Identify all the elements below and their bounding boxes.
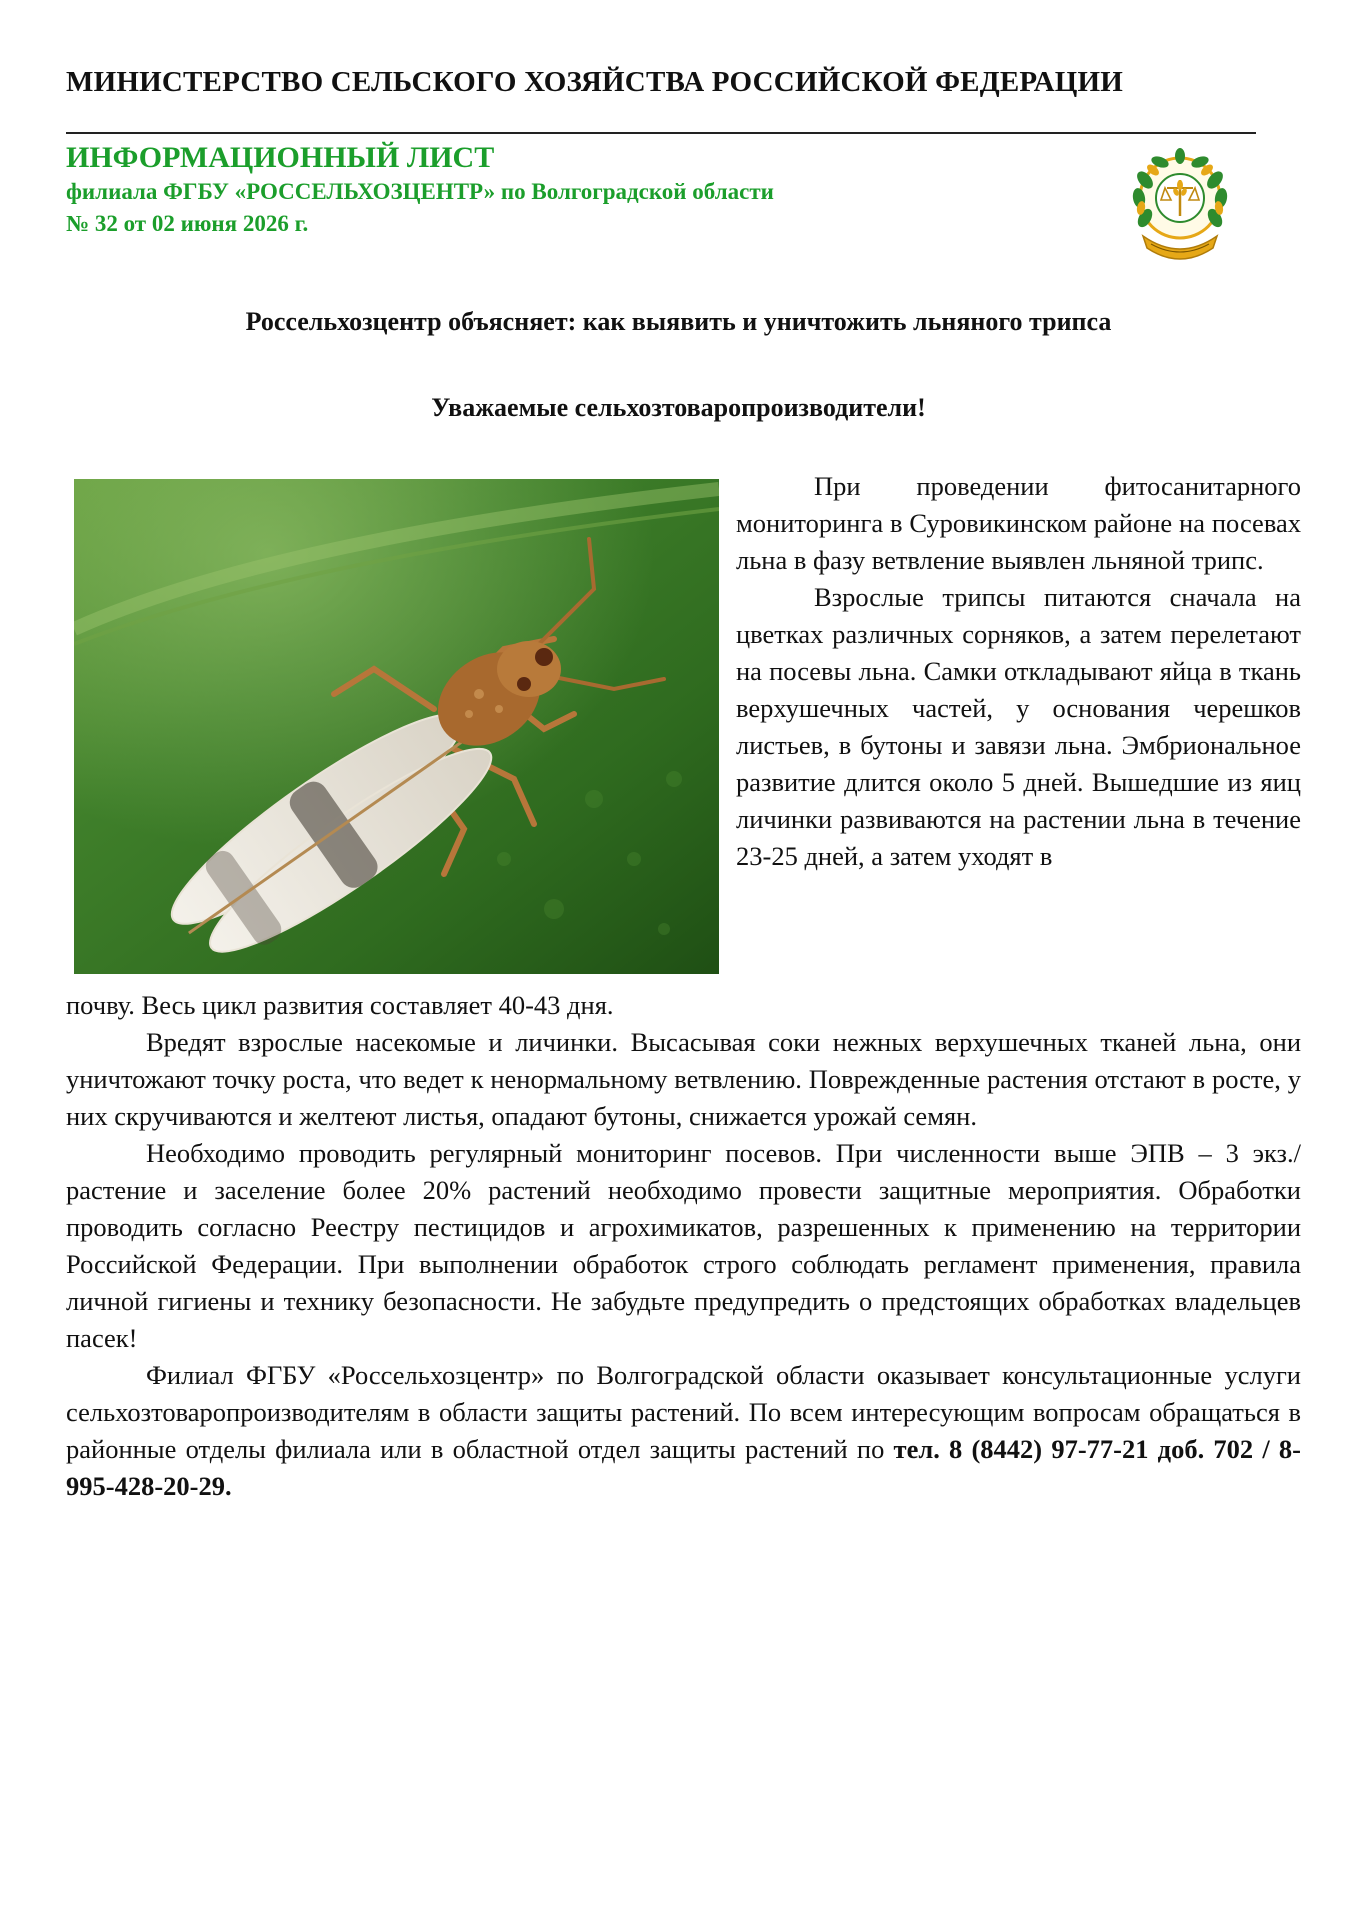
paragraph-lifecycle: Взрослые трипсы питаются сначала на цветках различных сорняков, а затем перелетают на посевы льна. Самки откладывают яйца в ткань верхушечных частей, у основания черешков листьев, в бутоны и завязи льна. Эмбриональное развитие длится около 5 дней. Вышедшие из яиц личинки развиваются на растении льна в течение 23-25 дней, а затем уходят в: [736, 582, 1301, 871]
article-intro-column: [736, 468, 1301, 875]
branch-name: филиала ФГБУ «РОССЕЛЬХОЗЦЕНТР» по Волгоградской области: [66, 179, 774, 204]
paragraph-detection: При проведении фитосанитарного мониторинга в Суровикинском районе на посевах льна в фазу ветвление выявлен льняной трипс.: [736, 471, 1301, 575]
paragraph-damage: Вредят взрослые насекомые и личинки. Высасывая соки нежных верхушечных тканей льна, они уничтожают точку роста, что ведет к ненормальному ветвлению. Поврежденные растения отстают в росте, у них скручиваются и желтеют листья, опадают бутоны, снижается урожай семян.: [66, 1027, 1301, 1131]
rosselkhozcenter-emblem-icon: [1125, 140, 1235, 270]
thrips-photo: [74, 479, 719, 974]
issue-number-date: № 32 от 02 июня 2026 г.: [66, 211, 309, 236]
paragraph-lifecycle-continuation: почву. Весь цикл развития составляет 40-43 дня.: [66, 990, 614, 1020]
article-body: [66, 987, 1301, 1505]
article-greeting: Уважаемые сельхозтоваропроизводители!: [431, 393, 926, 422]
paragraph-control-measures: Необходимо проводить регулярный мониторинг посевов. При численности выше ЭПВ – 3 экз./растение и заселение более 20% растений необходимо провести защитные мероприятия. Обработки проводить согласно Реестру пестицидов и агрохимикатов, разрешенных к применению на территории Российской Федерации. При выполнении обработок строго соблюдать регламент применения, правила личной гигиены и технику безопасности. Не забудьте предупредить о предстоящих обработках владельцев пасек!: [66, 1138, 1301, 1353]
header-divider: [66, 132, 1256, 134]
contact-phone-numbers: тел. 8 (8442) 97-77-21 доб. 702 / 8-995-428-20-29.: [66, 1434, 1301, 1501]
info-header: [66, 140, 774, 240]
ministry-title: МИНИСТЕРСТВО СЕЛЬСКОГО ХОЗЯЙСТВА РОССИЙСКОЙ ФЕДЕРАЦИИ: [66, 66, 1124, 98]
paragraph-contacts: [66, 1357, 1301, 1505]
contacts-text: Филиал ФГБУ «Россельхозцентр» по Волгоградской области оказывает консультационные услуги сельхозтоваропроизводителям в области защиты растений. По всем интересующим вопросам обращаться в районные отделы филиала или в областной отдел защиты растений по: [66, 1360, 1301, 1464]
info-sheet-title: ИНФОРМАЦИОННЫЙ ЛИСТ: [66, 141, 495, 174]
article-headline: Россельхозцентр объясняет: как выявить и уничтожить льняного трипса: [245, 307, 1112, 336]
